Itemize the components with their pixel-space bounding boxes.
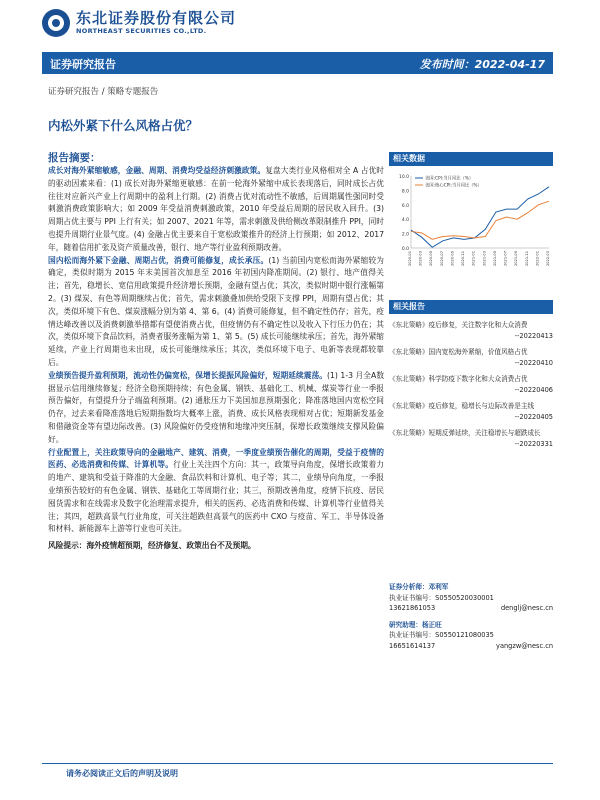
y-tick-label: 6.0 [401, 203, 409, 209]
paragraph [48, 165, 384, 255]
abstract-body [48, 165, 384, 553]
x-tick-label: 2020-07 [439, 251, 444, 267]
footer-disclaimer[interactable]: 请务必阅读正文后的声明及说明 [66, 769, 178, 778]
x-tick-label: 2022-03 [546, 251, 550, 267]
x-tick-label: 2022-01 [535, 251, 540, 267]
y-tick-label: 10.0 [398, 175, 409, 180]
analyst-phone: 13621861053 [389, 604, 436, 612]
brand-mark-icon [42, 9, 70, 37]
paragraph [48, 447, 384, 537]
analyst-name: 证券分析师：邓利军 [389, 583, 449, 591]
assistant-name: 研究助理：杨正旺 [389, 620, 442, 629]
related-reports [389, 300, 553, 449]
related-report-title[interactable]: 《东北策略》疫后修复，关注数字化和大众消费 [389, 321, 528, 329]
paragraph [48, 370, 384, 447]
related-report-date: --20220406 [514, 385, 553, 394]
related-report-item[interactable] [389, 428, 553, 449]
related-report-date: --20220410 [514, 358, 553, 367]
brand-name-cn: 东北证券股份有限公司 [76, 9, 237, 28]
abstract-heading: 报告摘要： [48, 152, 101, 164]
publish-date: 发布时间：2022-04-17 [419, 58, 545, 71]
risk-warning: 风险提示：海外疫情超预期，经济修复、政策出台不及预期。 [48, 541, 256, 551]
analyst-email[interactable]: denglj@nesc.cn [500, 604, 553, 612]
assistant-cert: 执业证书编号：S0550121080035 [389, 631, 494, 639]
paragraph [48, 255, 384, 370]
paragraph-heading: 业绩预告提升盈利预期，流动性仍偏宽松，保增长提振风险偏好，短期延续震荡。 [48, 370, 328, 380]
related-report-date: --20220331 [514, 439, 553, 448]
paragraph-heading: 成长对海外紧缩敏感，金融、周期、消费均受益经济刺激政策。 [48, 166, 266, 175]
x-tick-label: 2020-01 [408, 251, 412, 267]
x-tick-label: 2021-11 [524, 251, 529, 267]
analyst-block [389, 582, 553, 651]
x-tick-label: 2021-05 [492, 251, 497, 267]
x-tick-label: 2020-03 [418, 251, 423, 267]
legend-label: 美国:CPI:当月同比（%） [425, 176, 474, 182]
x-tick-label: 2021-01 [471, 251, 476, 267]
paragraph-text: 复盘大类行业风格相对全 A 占优时的驱动因素来看：(1) 成长对海外紧缩更敏感：在前一轮海外紧缩中成长表现落后，同时成长占优往往对应新兴产业上行周期中的盈利上行期。(2) 消费占优对流动性不敏感，后周期属性强同时受刺激消费政策影响大；如 2009 年受益消费刺激政策，2010 年受益后周期的居民收入回升。(3) 周期占优主要与 PPI 上行有关；如 2007、2021 年等，需求刺激及供给侧改革限制推升 PPI，同时也提升周期行业景气度。(4) 金融占优主要来自于宽松政策推升的经济上行预期；如 2012、2017 年，随着信用扩张及资产质量改善，银行、地产等行业盈利预期改善。 [48, 166, 384, 252]
y-tick-label: 2.0 [401, 232, 409, 238]
related-report-title[interactable]: 《东北策略》国内宽松海外紧缩，价值风格占优 [389, 348, 528, 356]
x-tick-label: 2020-09 [450, 251, 455, 267]
assistant-email[interactable]: yangzw@nesc.cn [496, 641, 553, 650]
legend-label: 美国:核心CPI:当月同比（%） [425, 183, 482, 189]
breadcrumb: 证券研究报告 / 策略专题报告 [48, 87, 159, 97]
footer-divider [42, 763, 553, 764]
related-data-header [389, 152, 553, 166]
brand-logo [42, 8, 302, 38]
x-tick-label: 2020-11 [461, 251, 466, 267]
related-reports-title: 相关报告 [389, 300, 553, 314]
report-type: 证券研究报告 [50, 58, 116, 71]
x-tick-label: 2021-03 [482, 251, 487, 267]
paragraph-text: (1) 当前国内宽松而海外紧缩较为确定，类似时期为 2015 年末美国首次加息至 2016 年初国内降准期间。(2) 银行、地产值得关注；首先，稳增长、宽信用政策提升经济增长预期，金融有望占优；其次，类似时期中银行涨幅第 2。(3) 煤炭、有色等周期继续占优；首先，需求刺激叠加供给受限下支撑 PPI，周期有望占优；其次，类似环境下有色、煤炭涨幅分别为第 4、第 6。(4) 消费可能修复，但不确定性仍存；首先，疫情达峰改善以及消费刺激举措都有望使消费占优，但疫情仍有不确定性以及收入下行压力仍在；其次，类似环境下食品饮料，消费者服务涨幅为第 1、第 5。(5) 成长可能继续承压；首先，海外紧缩延续，产业上行周期也未出现，成长可能继续承压；其次，类似环境下电子、电新等表现都较靠后。 [48, 255, 384, 367]
paragraph-text: (1) 1-3 月全A数据显示信用继续修复；经济全稳预期持续；有色金属、钢铁、基础化工、机械、煤炭等行业一季报预告偏好，有望提升分子端盈利预期。(2) 通胀压力下美国加息预期强化；降准落地国内宽松空间仍存，过去来看降准落地后短期指数均大概率上涨，消费、成长风格表现相对占优；短期新发基金和借融资金等有望边际改善。(3) 风险偏好仍受疫情和地缘冲突压制，保增长政策继续支撑风险偏好。 [48, 370, 385, 444]
related-report-item[interactable] [389, 401, 553, 422]
related-data-title: 相关数据 [389, 152, 553, 166]
paragraph-text: 行业上关注四个方向：其一，政策导向角度，保增长政策着力的地产、建筑和受益于降准的大金融、食品饮料和计算机、电子等；其二，业绩导向角度，一季报业绩预告较好的有色金属、钢铁、基础化工等周期行业；其三，预期改善角度，疫情下抗疫、居民囤货需求和在线需求及数字化治理需求提升，相关的医药、必选消费和传媒、计算机等行业值得关注；其四，超跌高景气行业角度，可关注超跌但高景气的医药中 CXO 与疫苗、军工、半导体设备和材料、新能源车上游等行业也可关注。 [48, 460, 384, 534]
related-report-title[interactable]: 《东北策略》科学防疫下数字化和大众消费占优 [389, 375, 528, 383]
related-report-title[interactable]: 《东北策略》疫后修复，稳增长与边际改善是主线 [389, 402, 535, 410]
related-report-item[interactable] [389, 374, 553, 395]
y-tick-label: 0.0 [401, 247, 409, 252]
paragraph-heading: 行业配置上，关注政策导向的金融地产、建筑、消费，一季度业绩预告催化的周期，受益于疫情的医药、必选消费和传媒、计算机等。 [48, 447, 384, 470]
page-title: 内松外紧下什么风格占优？ [48, 118, 199, 133]
paragraph-heading: 国内松而海外紧下金融、周期占优，消费可能修复，成长承压。 [48, 255, 269, 265]
y-tick-label: 8.0 [401, 189, 409, 195]
series-line-0 [411, 187, 549, 247]
related-report-date: --20220405 [514, 412, 553, 421]
related-report-item[interactable] [389, 347, 553, 368]
assistant-phone: 16651614137 [389, 641, 436, 650]
x-tick-label: 2020-05 [429, 251, 434, 267]
cpi-line-chart [389, 168, 553, 276]
y-tick-label: 4.0 [401, 218, 409, 224]
brand-name-en: NORTHEAST SECURITIES CO.,LTD. [76, 27, 207, 36]
related-report-title[interactable]: 《东北策略》短期反弹延续，关注稳增长与超跌成长 [389, 429, 541, 437]
x-tick-label: 2021-07 [503, 251, 508, 267]
related-report-date: --20220413 [514, 331, 553, 340]
header-bar [42, 52, 553, 74]
analyst-cert: 执业证书编号：S0550520030001 [389, 593, 494, 602]
x-tick-label: 2021-09 [514, 251, 519, 267]
related-report-item[interactable] [389, 320, 553, 341]
